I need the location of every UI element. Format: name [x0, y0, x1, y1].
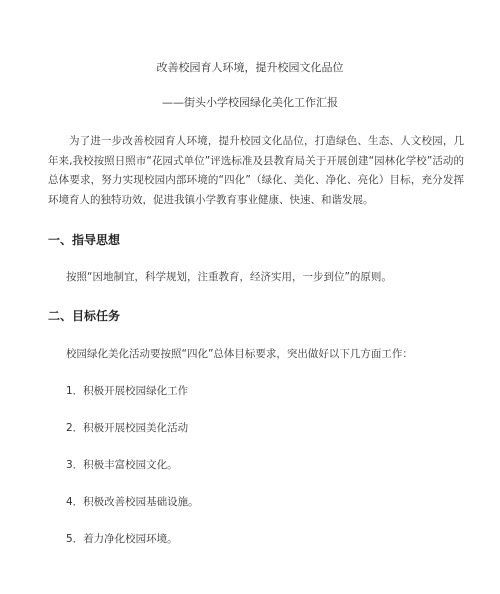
document-subtitle: ——街头小学校园绿化美化工作汇报 — [162, 96, 338, 109]
document-title: 改善校园育人环境，提升校园文化品位 — [156, 61, 344, 74]
section-heading-goals: 二、目标任务 — [48, 309, 121, 323]
goal-item-2: 2．积极开展校园美化活动 — [66, 422, 189, 434]
goal-item-4: 4．积极改善校园基础设施。 — [66, 496, 199, 508]
intro-paragraph: 为了进一步改善校园育人环境，提升校园文化品位，打造绿色、生态、人文校园，几年来,我校按照日照市“花园式单位”评选标准及县教育局关于开展创建“园林化学校”活动的总体要求，努力实现校园内部环境的“四化”（绿化、美化、净化、亮化）目标，充分发挥环境育人的独特功效，促进我镇小学教育事业健康、快速、和谐发展。 — [48, 135, 464, 206]
guiding-ideology-text: 按照“因地制宜，科学规划，注重教育，经济实用，一步到位”的原则。 — [66, 271, 392, 283]
section-heading-guiding-ideology: 一、指导思想 — [48, 233, 121, 247]
goals-intro-text: 校园绿化美化活动要按照“四化”总体目标要求，突出做好以下几方面工作： — [66, 348, 413, 360]
goal-item-3: 3．积极丰富校园文化。 — [66, 459, 178, 471]
goal-item-5: 5．着力净化校园环境。 — [66, 533, 178, 545]
goal-item-1: 1．积极开展校园绿化工作 — [66, 385, 189, 397]
